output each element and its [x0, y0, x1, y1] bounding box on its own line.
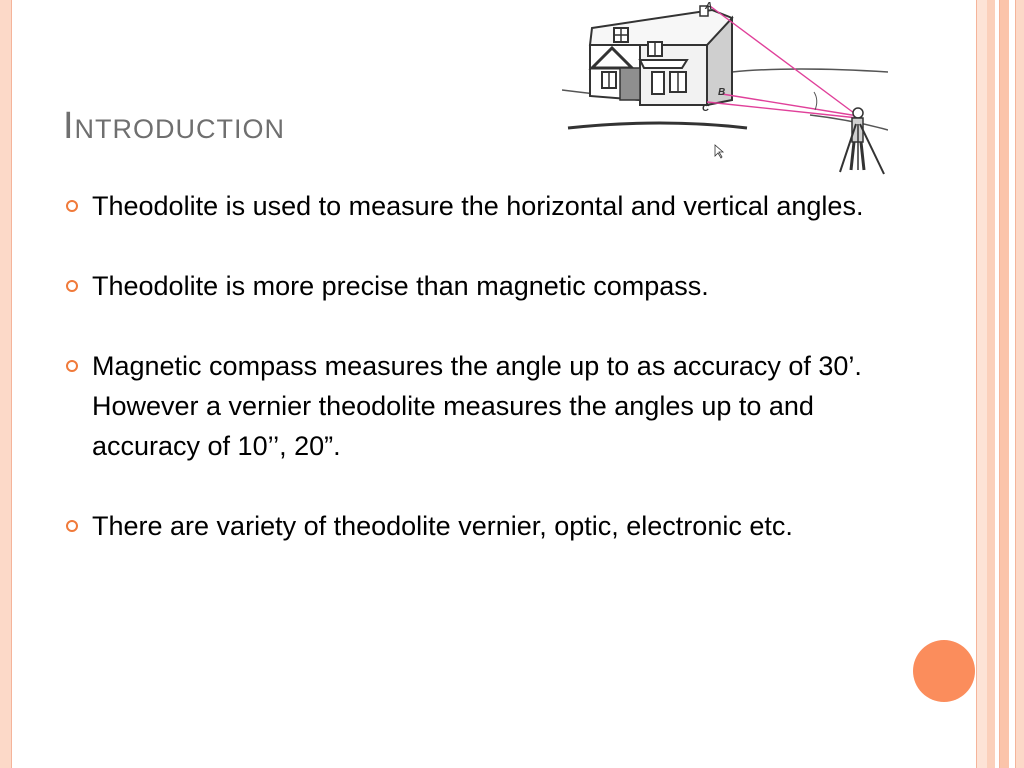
bullet-list	[64, 186, 894, 546]
bullet-item	[64, 186, 894, 226]
bullet-text: Theodolite is more precise than magnetic compass.	[92, 271, 709, 301]
orange-circle-decoration	[913, 640, 975, 702]
point-b-label: B	[718, 87, 726, 98]
bullet-icon	[66, 520, 78, 532]
right-border-decoration	[976, 0, 1024, 768]
page-title: Introduction	[63, 105, 286, 147]
bullet-text: There are variety of theodolite vernier, optic, electronic etc.	[92, 511, 793, 541]
bullet-item	[64, 506, 894, 546]
bullet-icon	[66, 280, 78, 292]
bullet-icon	[66, 200, 78, 212]
point-c-label: C	[702, 103, 710, 114]
theodolite-survey-illustration	[562, 0, 888, 180]
point-a-label: A	[705, 1, 713, 12]
bullet-icon	[66, 360, 78, 372]
bullet-text: Theodolite is used to measure the horizontal and vertical angles.	[92, 191, 864, 221]
bullet-item	[64, 346, 894, 466]
left-border-decoration	[0, 0, 12, 768]
bullet-text: Magnetic compass measures the angle up to as accuracy of 30’. However a vernier theodolite measures the angles up to and accuracy of 10’’, 20”.	[92, 351, 862, 461]
bullet-item	[64, 266, 894, 306]
